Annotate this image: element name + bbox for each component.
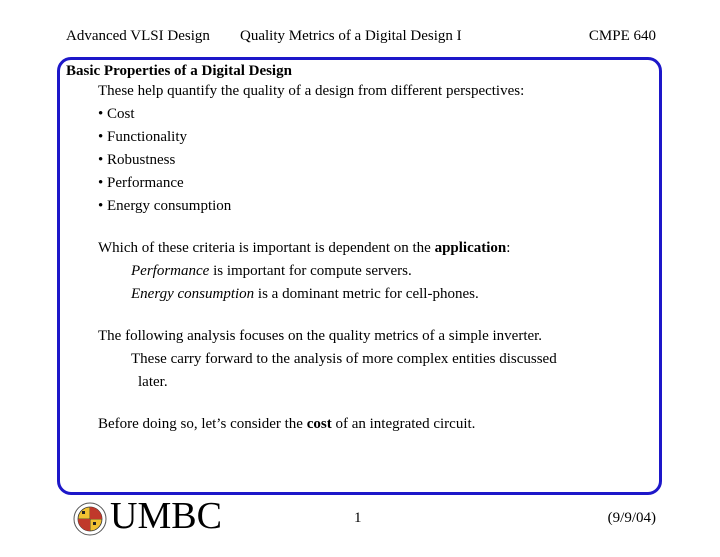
slide-title: Basic Properties of a Digital Design [66, 63, 292, 79]
before-emphasis: cost [306, 416, 332, 432]
criteria-line [98, 240, 510, 257]
intro-text: These help quantify the quality of a design from different perspectives: [98, 83, 525, 99]
bullet-item: • Energy consumption [98, 198, 231, 215]
umbc-seal-icon [73, 502, 107, 536]
criteria-text: Which of these criteria is important is dependent on the [98, 240, 435, 256]
bullet-item: • Functionality [98, 129, 187, 146]
performance-term: Performance [131, 263, 210, 279]
before-tail: of an integrated circuit. [331, 416, 476, 432]
slide-date: (9/9/04) [607, 510, 656, 526]
before-text: Before doing so, let’s consider the [98, 416, 307, 432]
performance-text: is important for compute servers. [209, 263, 412, 279]
header-course: Advanced VLSI Design [66, 28, 210, 44]
bullet-item: • Cost [98, 106, 135, 123]
energy-line [131, 286, 479, 303]
criteria-emphasis: application [434, 240, 507, 256]
before-line [98, 416, 475, 433]
criteria-colon: : [506, 240, 511, 256]
header-course-code: CMPE 640 [588, 28, 656, 44]
performance-line [131, 263, 412, 280]
header-topic: Quality Metrics of a Digital Design I [240, 28, 462, 44]
bullet-item: • Robustness [98, 152, 175, 169]
analysis-line: The following analysis focuses on the quality metrics of a simple inverter. [98, 328, 543, 344]
page-number: 1 [354, 510, 362, 526]
carry-line-1: These carry forward to the analysis of more complex entities discussed [131, 351, 557, 367]
energy-text: is a dominant metric for cell-phones. [254, 286, 479, 302]
umbc-wordmark: UMBC [110, 495, 222, 537]
energy-term: Energy consumption [131, 286, 255, 302]
bullet-item: • Performance [98, 175, 184, 192]
carry-line-2: later. [138, 374, 168, 390]
